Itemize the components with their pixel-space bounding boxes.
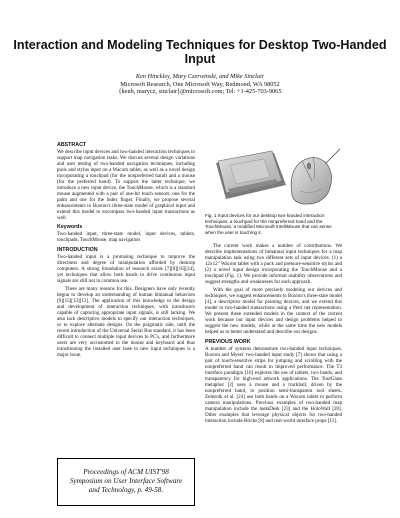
figure-caption: Fig. 1 Input devices for our desktop two-handed interaction techniques: a touchpad for the nonpreferred hand and the TouchMouse, a modified Microsoft IntelliMouse that can sense when the user is touching it. bbox=[205, 213, 332, 235]
abstract-heading: ABSTRACT bbox=[57, 142, 87, 148]
author-names: Ken Hinckley, Mary Czerwinski, and Mike Sinclair bbox=[135, 73, 265, 80]
intro-paragraph-2: There are many reasons for this. Designers have only recently begun to develop an understanding of human bimanual behaviors [9][15][13][12]. The application of this knowledge to the design and development of interaction techniques, with transducers capable of capturing appropriate input signals, is still lacking. We also lack descriptive models to specify our interaction techniques, or to explore alternate designs. On the pragmatic side, until the recent introduction of the Universal Serial Bus standard, it has been difficult to connect multiple input devices to PC's, and furthermore users are very accustomed to the mouse and keyboard and thus transitioning the installed user base to new input techniques is a major issue. bbox=[57, 286, 195, 358]
affiliation: Microsoft Research, One Microsoft Way, Redmond, WA 98052 bbox=[120, 80, 280, 88]
previous-work-paragraph: A number of systems demonstrate two-handed input techniques. Buxton and Myers' two-handed input study [7] shows that using a pair of touch-sensitive strips for jumping and scrolling with the nonpreferred hand can result in improved performance. The T3 interface paradigm [16] explores the use of tablets, two hands, and transparency for high-end artwork applications. The ToolGlass metaphor [2] uses a mouse and a trackball, driven by the nonpreferred hand, to position semi-transparent tool sheets. Zeleznik et al. [24] use both hands on a Wacom tablet to perform camera manipulations. Previous examples of two-handed map manipulation include the metaDesk [23] and the HoloWall [20]. Other examples that leverage physical objects for two-handed interaction include Bricks [8] and real-world interface props [11]. bbox=[205, 346, 342, 424]
proceedings-box bbox=[57, 458, 195, 506]
abstract-text: We describe input devices and two-handed interaction techniques to support map navigation tasks. We discuss several design variations and user testing of two-handed navigation techniques, including puck and stylus input on a Wacom tablet, as well as a novel design incorporating a touchpad (for the nonpreferred hand) and a mouse (for the preferred hand). To support the latter technique, we introduce a new input device, the TouchMouse, which is a standard mouse augmented with a pair of one-bit touch sensors, one for the palm and one for the index finger. Finally, we propose several enhancements to Buxton's three-state model of graphical input and extend this model to encompass two-handed input transactions as well. bbox=[57, 149, 195, 221]
right-column bbox=[205, 243, 342, 424]
keywords-heading: Keywords bbox=[57, 224, 83, 230]
previous-work-heading: PREVIOUS WORK bbox=[205, 339, 251, 345]
introduction-heading: INTRODUCTION bbox=[57, 247, 98, 253]
proceedings-line-2: Symposium on User Interface Software bbox=[69, 476, 183, 485]
left-column bbox=[57, 142, 195, 358]
contributions-paragraph: The current work makes a number of contributions. We describe implementations of bimanual input techniques for a map manipulation task using two different sets of input devices: (1) a 12x12" Wacom tablet with a puck and pressure-sensitive stylus and (2) a novel input design incorporating the TouchMouse and a touchpad (Fig. 1). We provide informal usability observations and suggest strengths and weaknesses for each approach. bbox=[205, 243, 342, 285]
proceedings-line-1: Proceedings of ACM UIST'98 bbox=[83, 468, 169, 476]
proceedings-line-3: and Technology, p. 49-58. bbox=[88, 485, 164, 494]
input-devices-photo bbox=[208, 143, 342, 211]
touchpad-device bbox=[216, 151, 286, 199]
models-paragraph: With the goal of more precisely modeling our devices and techniques, we suggest enhancements to Buxton's three-state model [4], a descriptive model for pointing devices, and we extend this model to two-handed transactions using a Petri net representation. We present these extended models in the context of the current work because our input devices and design problems helped to suggest the new models, while at the same time the new models helped us to better understand and describe our designs. bbox=[205, 287, 342, 335]
contact-line: {kenh, marycz, sinclair}@microsoft.com; Tel: +1-425-703-9065 bbox=[118, 88, 282, 96]
touchmouse-device bbox=[291, 149, 340, 204]
intro-paragraph-1: Two-handed input is a promising technique to improve the directness and degree of manipulation afforded by desktop computers. A strong foundation of research exists [7][8][16][24], yet techniques that allow both hands to drive continuous input signals are still not in common use. bbox=[57, 254, 195, 284]
author-block bbox=[0, 73, 400, 96]
keywords-text: Two-handed input, three-state model, input devices, tablets, touchpads, TouchMouse, map navigation bbox=[57, 231, 195, 243]
paper-title: Interaction and Modeling Techniques for Desktop Two-Handed Input bbox=[13, 38, 387, 66]
